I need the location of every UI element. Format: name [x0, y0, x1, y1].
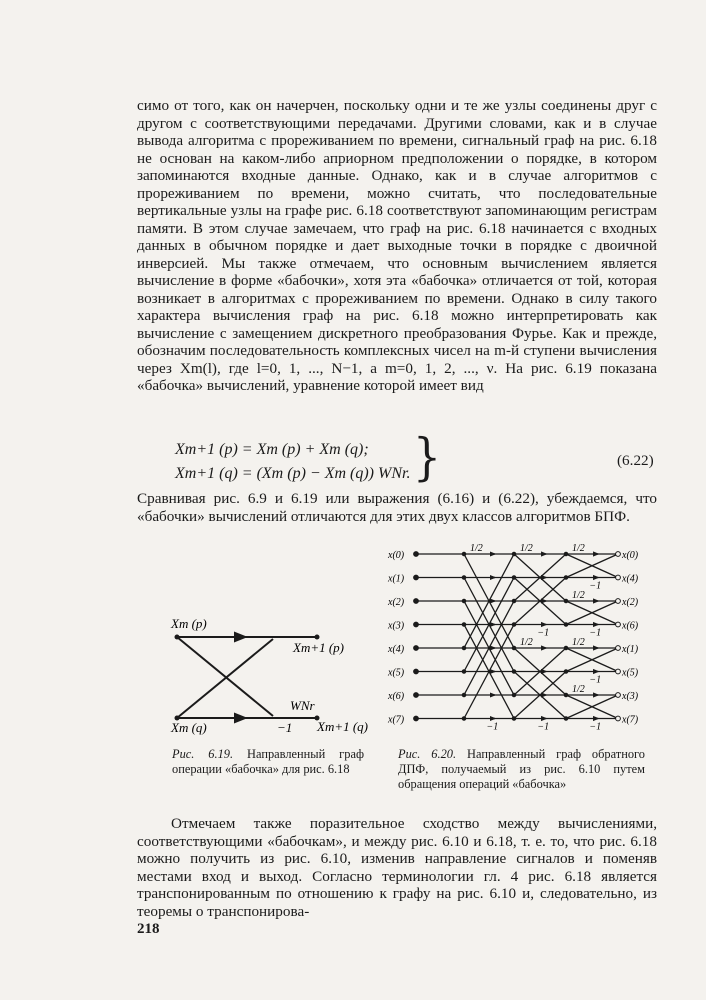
fig20-node — [564, 623, 568, 627]
fig20-node — [512, 623, 516, 627]
fig20-minus-one-label: −1 — [589, 580, 602, 592]
fig20-node — [616, 693, 621, 698]
fig20-minus-one-label: −1 — [537, 721, 550, 733]
fig19-node-out-p — [315, 635, 320, 640]
equation-line-1: Xm+1 (p) = Xm (p) + Xm (q); — [175, 441, 369, 458]
fig19-label-in-p: Xm (p) — [171, 616, 207, 631]
fig20-input-label: x(2) — [388, 597, 405, 608]
fig20-output-label: x(2) — [622, 597, 639, 608]
paragraph-1: симо от того, как он начерчен, поскольку одни и те же узлы соединены друг с другом с соответствующими передачами. Другими словами, как и в случае вывода алгоритма с прореживанием по времени, сигнальный граф на рис. 6.18 не основан на каком-либо априорном предположении о порядке, в котором запоминаются входные данные. Однако, как и в случае алгоритмов с прореживанием по времени, можно считать, что последовательные вертикальные узлы на графе рис. 6.18 соответствуют запоминающим регистрам памяти. В этом случае замечаем, что граф на рис. 6.18 начинается с входных данных в обычном порядке и дает выходные точки в порядке с двоичной инверсией. Мы также отмечаем, что основным вычислением является вычисление в форме «бабочки», хотя эта «бабочка» отличается от той, которая возникает в алгоритмах с прореживанием по времени. Однако в силу такого характера вычисления граф на рис. 6.18 можно интерпретировать как вычисление с замещением дискретного преобразования Фурье. Как и прежде, обозначим последовательность комплексных чисел на m-й ступени вычисления через Xm(l), где l=0, 1, ..., N−1, а m=0, 1, 2, ..., ν. На рис. 6.19 показана «бабочка» вычислений, уравнение которой имеет вид — [137, 97, 657, 394]
fig20-input-label: x(4) — [388, 644, 405, 655]
fig20-node — [414, 575, 419, 580]
fig20-node — [512, 717, 516, 721]
figure-6-20-caption-text: Направленный граф обратного ДПФ, получаемый из рис. 6.10 путем обращения операций «бабочка» — [398, 747, 645, 791]
fig20-node — [462, 599, 466, 603]
fig20-output-label: x(1) — [622, 644, 639, 655]
fig20-half-label: 1/2 — [520, 543, 533, 554]
fig20-half-label: 1/2 — [572, 637, 585, 648]
fig20-input-label: x(0) — [388, 550, 405, 561]
fig20-node — [512, 693, 516, 697]
fig20-node — [616, 622, 621, 627]
fig20-node — [616, 599, 621, 604]
fig19-edge-cross-down — [177, 637, 273, 716]
fig20-output-label: x(0) — [622, 550, 639, 561]
fig20-output-label: x(5) — [622, 667, 639, 679]
fig20-node — [414, 669, 419, 674]
equation-brace: } — [413, 428, 441, 487]
fig20-half-label: 1/2 — [520, 637, 533, 648]
fig19-label-out-p: Xm+1 (p) — [293, 640, 345, 655]
fig20-minus-one-label: −1 — [537, 627, 550, 639]
fig19-label-in-q: Xm (q) — [171, 720, 207, 735]
fig20-minus-one-label: −1 — [589, 721, 602, 733]
fig20-node — [414, 552, 419, 557]
fig20-output-label: x(3) — [622, 691, 639, 702]
fig20-node — [512, 552, 516, 556]
figure-6-19 — [165, 610, 370, 735]
fig20-node — [564, 646, 568, 650]
fig20-minus-one-label: −1 — [589, 674, 602, 686]
fig20-input-label: x(3) — [388, 620, 405, 632]
figure-6-19-caption-text: Направленный граф операции «бабочка» для рис. 6.18 — [172, 747, 364, 776]
fig20-node — [462, 623, 466, 627]
fig20-node — [462, 646, 466, 650]
fig19-node-in-p — [175, 635, 180, 640]
fig20-node — [616, 716, 621, 721]
fig20-node — [512, 646, 516, 650]
fig19-edge-cross-up — [177, 639, 273, 718]
fig20-node — [462, 693, 466, 697]
fig20-node — [564, 599, 568, 603]
fig20-node — [414, 716, 419, 721]
paragraph-3: Отмечаем также поразительное сходство между вычислениями, соответствующими «бабочкам», и между рис. 6.10 и 6.18, т. е. то, что рис. 6.18 можно получить из рис. 6.10, изменив направление сигналов и поменяв местами вход и выход. Согласно терминологии гл. 4 рис. 6.18 является транспонированным по отношению к графу на рис. 6.10 и, следовательно, из теоремы о транспонирова- — [137, 815, 657, 920]
fig20-node — [414, 622, 419, 627]
figure-6-20 — [386, 540, 654, 740]
fig20-node — [512, 599, 516, 603]
fig20-node — [414, 599, 419, 604]
figure-6-19-caption — [172, 747, 364, 777]
fig20-half-label: 1/2 — [572, 684, 585, 695]
fig19-label-minus-one: −1 — [277, 720, 293, 735]
fig20-half-label: 1/2 — [572, 590, 585, 601]
fig20-input-label: x(1) — [388, 573, 405, 585]
fig20-node — [414, 693, 419, 698]
fig20-minus-one-label: −1 — [589, 627, 602, 639]
paragraph-2: Сравнивая рис. 6.9 и 6.19 или выражения (6.16) и (6.22), убеждаемся, что «бабочки» вычислений отличаются для этих двух классов алгоритмов БПФ. — [137, 490, 657, 525]
fig20-node — [564, 670, 568, 674]
fig20-node — [564, 717, 568, 721]
fig20-node — [462, 552, 466, 556]
fig20-minus-one-label: −1 — [486, 721, 499, 733]
fig20-node — [512, 576, 516, 580]
fig20-node — [564, 576, 568, 580]
fig19-label-twiddle: WNr — [290, 698, 315, 713]
fig20-node — [462, 670, 466, 674]
equation-number: (6.22) — [617, 452, 654, 469]
figure-6-19-caption-label: Рис. 6.19. — [172, 747, 234, 761]
fig20-node — [564, 693, 568, 697]
figure-6-20-caption — [398, 747, 645, 792]
fig20-output-label: x(4) — [622, 573, 639, 585]
fig20-output-label: x(7) — [622, 714, 639, 726]
fig20-half-label: 1/2 — [470, 543, 483, 554]
fig20-node — [616, 669, 621, 674]
fig20-node — [616, 575, 621, 580]
fig20-input-label: x(6) — [388, 691, 405, 702]
fig20-node — [616, 646, 621, 651]
figure-6-20-caption-label: Рис. 6.20. — [398, 747, 457, 761]
fig20-node — [414, 646, 419, 651]
fig20-node — [616, 552, 621, 557]
fig20-input-label: x(7) — [388, 714, 405, 726]
fig20-node — [462, 717, 466, 721]
fig20-node — [462, 576, 466, 580]
equation-line-2: Xm+1 (q) = (Xm (p) − Xm (q)) WNr. — [175, 465, 411, 482]
fig19-label-out-q: Xm+1 (q) — [317, 719, 369, 734]
fig20-node — [512, 670, 516, 674]
fig20-input-label: x(5) — [388, 667, 405, 679]
fig20-half-label: 1/2 — [572, 543, 585, 554]
fig20-node — [564, 552, 568, 556]
fig20-output-label: x(6) — [622, 620, 639, 632]
page-number: 218 — [137, 921, 160, 937]
